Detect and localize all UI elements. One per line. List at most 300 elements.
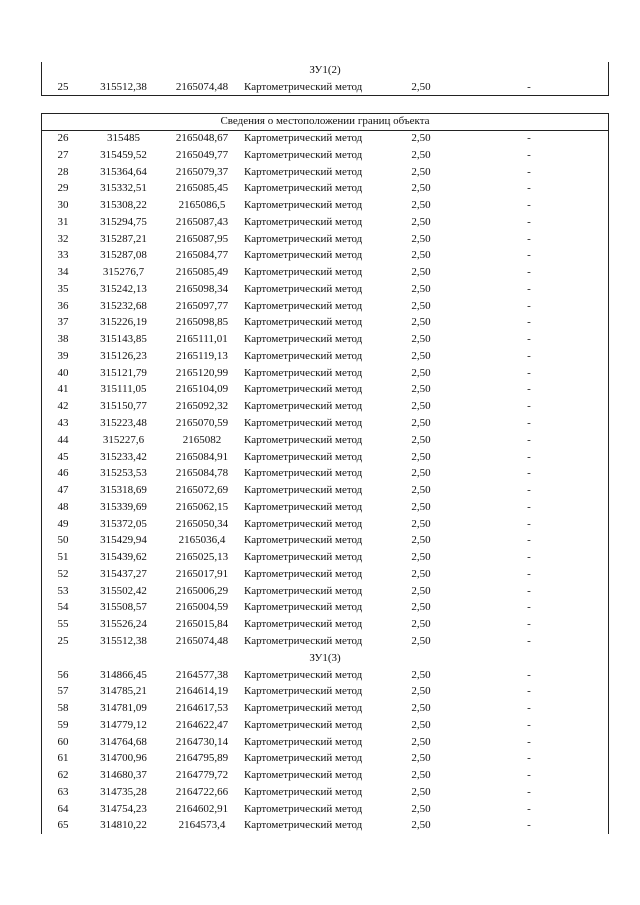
method-cell: Картометрический метод — [244, 752, 363, 765]
table-row — [41, 365, 609, 382]
coord-y: 2165070,59 — [175, 417, 229, 430]
parcel-title: ЗУ1(3) — [309, 651, 341, 664]
method-cell: Картометрический метод — [244, 433, 363, 446]
description-cell: - — [527, 467, 531, 480]
method-cell: Картометрический метод — [244, 316, 363, 329]
coord-y: 2165050,34 — [175, 517, 229, 530]
coord-y: 2165079,37 — [175, 165, 229, 178]
accuracy-cell: 2,50 — [411, 819, 431, 832]
accuracy-cell: 2,50 — [411, 316, 431, 329]
point-number: 55 — [57, 618, 69, 631]
accuracy-cell: 2,50 — [411, 769, 431, 782]
accuracy-cell: 2,50 — [411, 785, 431, 798]
coord-y: 2165015,84 — [175, 618, 229, 631]
coord-x: 315287,21 — [100, 232, 147, 245]
method-cell: Картометрический метод — [244, 467, 363, 480]
coord-y: 2165087,43 — [175, 215, 229, 228]
point-number: 29 — [57, 182, 69, 195]
coord-x: 315429,94 — [100, 534, 147, 547]
table-row — [41, 197, 609, 214]
point-number: 51 — [57, 551, 69, 564]
coord-y: 2165111,01 — [176, 333, 228, 346]
description-cell: - — [527, 148, 531, 161]
description-cell: - — [527, 232, 531, 245]
description-cell: - — [527, 718, 531, 731]
coord-y: 2164622,47 — [175, 718, 229, 731]
coord-x: 315227,6 — [102, 433, 145, 446]
coord-x: 315121,79 — [100, 366, 147, 379]
description-cell: - — [527, 81, 531, 93]
table-row — [41, 298, 609, 315]
point-number: 30 — [57, 199, 69, 212]
coord-x: 315372,05 — [100, 517, 147, 530]
point-number: 54 — [57, 601, 69, 614]
point-number: 57 — [57, 685, 69, 698]
coord-y: 2165072,69 — [175, 484, 229, 497]
table-row — [41, 130, 609, 147]
method-cell: Картометрический метод — [244, 702, 363, 715]
coord-y: 2165092,32 — [175, 400, 229, 413]
coord-y: 2165120,99 — [175, 366, 229, 379]
section-title: Сведения о местоположении границ объекта — [220, 115, 430, 127]
coord-x: 314680,37 — [100, 769, 147, 782]
point-number: 46 — [57, 467, 69, 480]
coord-y: 2164730,14 — [175, 735, 229, 748]
description-cell: - — [527, 316, 531, 329]
method-cell: Картометрический метод — [244, 484, 363, 497]
coord-x: 315485 — [107, 132, 140, 144]
table-row — [41, 331, 609, 348]
accuracy-cell: 2,50 — [411, 249, 431, 262]
accuracy-cell: 2,50 — [411, 567, 431, 580]
accuracy-cell: 2,50 — [411, 148, 431, 161]
method-cell: Картометрический метод — [244, 400, 363, 413]
description-cell: - — [527, 333, 531, 346]
description-cell: - — [527, 383, 531, 396]
accuracy-cell: 2,50 — [411, 81, 431, 93]
point-number: 60 — [57, 735, 69, 748]
coord-x: 315126,23 — [100, 349, 147, 362]
boundary-location-table — [41, 113, 609, 834]
table-row — [41, 817, 609, 834]
point-number: 49 — [57, 517, 69, 530]
method-cell: Картометрический метод — [244, 450, 363, 463]
table-row — [41, 449, 609, 466]
point-number: 33 — [57, 249, 69, 262]
coord-y: 2165074,48 — [175, 81, 229, 93]
method-cell: Картометрический метод — [244, 366, 363, 379]
table-row — [41, 499, 609, 516]
coord-x: 314785,21 — [100, 685, 147, 698]
parcel-zu1-2-table — [41, 62, 609, 96]
table-row — [41, 784, 609, 801]
coord-y: 2165084,77 — [175, 249, 229, 262]
point-number: 44 — [57, 433, 69, 446]
point-number: 64 — [57, 802, 69, 815]
coord-x: 315332,51 — [100, 182, 147, 195]
description-cell: - — [527, 484, 531, 497]
point-number: 28 — [57, 165, 69, 178]
table-row — [41, 214, 609, 231]
coord-x: 315233,42 — [100, 450, 147, 463]
method-cell: Картометрический метод — [244, 81, 363, 93]
description-cell: - — [527, 802, 531, 815]
table-body — [41, 130, 609, 650]
method-cell: Картометрический метод — [244, 182, 363, 195]
description-cell: - — [527, 450, 531, 463]
point-number: 38 — [57, 333, 69, 346]
coord-x: 315226,19 — [100, 316, 147, 329]
description-cell: - — [527, 182, 531, 195]
coord-x: 315143,85 — [100, 333, 147, 346]
accuracy-cell: 2,50 — [411, 685, 431, 698]
table-row — [41, 717, 609, 734]
accuracy-cell: 2,50 — [411, 282, 431, 295]
table-row — [41, 231, 609, 248]
table-row — [41, 79, 609, 96]
accuracy-cell: 2,50 — [411, 702, 431, 715]
method-cell: Картометрический метод — [244, 517, 363, 530]
description-cell: - — [527, 601, 531, 614]
coord-y: 2165085,49 — [175, 266, 229, 279]
coord-x: 315276,7 — [102, 266, 145, 279]
accuracy-cell: 2,50 — [411, 132, 431, 144]
method-cell: Картометрический метод — [244, 567, 363, 580]
coord-x: 315512,38 — [100, 81, 147, 93]
coord-x: 314781,09 — [100, 702, 147, 715]
accuracy-cell: 2,50 — [411, 182, 431, 195]
coord-x: 315439,62 — [100, 551, 147, 564]
point-number: 65 — [57, 819, 69, 832]
coord-x: 315502,42 — [100, 584, 147, 597]
method-cell: Картометрический метод — [244, 718, 363, 731]
point-number: 26 — [57, 132, 69, 144]
coord-y: 2164577,38 — [175, 668, 229, 681]
method-cell: Картометрический метод — [244, 249, 363, 262]
point-number: 34 — [57, 266, 69, 279]
method-cell: Картометрический метод — [244, 299, 363, 312]
accuracy-cell: 2,50 — [411, 634, 431, 647]
table-row — [41, 683, 609, 700]
accuracy-cell: 2,50 — [411, 802, 431, 815]
table-row — [41, 415, 609, 432]
point-number: 43 — [57, 417, 69, 430]
coord-x: 315287,08 — [100, 249, 147, 262]
accuracy-cell: 2,50 — [411, 266, 431, 279]
coord-x: 314866,45 — [100, 668, 147, 681]
accuracy-cell: 2,50 — [411, 349, 431, 362]
accuracy-cell: 2,50 — [411, 517, 431, 530]
coord-y: 2165104,09 — [175, 383, 229, 396]
method-cell: Картометрический метод — [244, 232, 363, 245]
description-cell: - — [527, 735, 531, 748]
table-row — [41, 314, 609, 331]
coord-y: 2165097,77 — [175, 299, 229, 312]
accuracy-cell: 2,50 — [411, 584, 431, 597]
description-cell: - — [527, 199, 531, 212]
point-number: 56 — [57, 668, 69, 681]
description-cell: - — [527, 534, 531, 547]
accuracy-cell: 2,50 — [411, 299, 431, 312]
coord-y: 2165048,67 — [175, 132, 229, 144]
point-number: 52 — [57, 567, 69, 580]
coord-y: 2164722,66 — [175, 785, 229, 798]
coord-y: 2165119,13 — [176, 349, 228, 362]
table-row — [41, 667, 609, 684]
method-cell: Картометрический метод — [244, 551, 363, 564]
coord-y: 2165085,45 — [175, 182, 229, 195]
method-cell: Картометрический метод — [244, 769, 363, 782]
accuracy-cell: 2,50 — [411, 500, 431, 513]
coord-x: 315526,24 — [100, 618, 147, 631]
method-cell: Картометрический метод — [244, 333, 363, 346]
accuracy-cell: 2,50 — [411, 551, 431, 564]
description-cell: - — [527, 584, 531, 597]
description-cell: - — [527, 349, 531, 362]
method-cell: Картометрический метод — [244, 165, 363, 178]
point-number: 31 — [57, 215, 69, 228]
coord-y: 2165082 — [182, 433, 222, 446]
coord-x: 315294,75 — [100, 215, 147, 228]
description-cell: - — [527, 618, 531, 631]
description-cell: - — [527, 752, 531, 765]
table-row — [41, 801, 609, 818]
method-cell: Картометрический метод — [244, 349, 363, 362]
description-cell: - — [527, 417, 531, 430]
coord-y: 2164795,89 — [175, 752, 229, 765]
point-number: 25 — [57, 81, 69, 93]
accuracy-cell: 2,50 — [411, 735, 431, 748]
table-row — [41, 750, 609, 767]
method-cell: Картометрический метод — [244, 668, 363, 681]
method-cell: Картометрический метод — [244, 383, 363, 396]
method-cell: Картометрический метод — [244, 215, 363, 228]
coord-x: 314764,68 — [100, 735, 147, 748]
coord-x: 315111,05 — [100, 383, 147, 396]
coord-x: 314735,28 — [100, 785, 147, 798]
table-row — [41, 264, 609, 281]
coord-y: 2165084,78 — [175, 467, 229, 480]
point-number: 63 — [57, 785, 69, 798]
coord-x: 314754,23 — [100, 802, 147, 815]
accuracy-cell: 2,50 — [411, 601, 431, 614]
table-row — [41, 633, 609, 650]
table-body — [41, 79, 609, 96]
table-row — [41, 566, 609, 583]
table-row — [41, 549, 609, 566]
coord-y: 2165086,5 — [178, 199, 226, 212]
point-number: 53 — [57, 584, 69, 597]
table-row — [41, 465, 609, 482]
method-cell: Картометрический метод — [244, 819, 363, 832]
point-number: 27 — [57, 148, 69, 161]
table-row — [41, 583, 609, 600]
point-number: 47 — [57, 484, 69, 497]
method-cell: Картометрический метод — [244, 601, 363, 614]
table-row — [41, 432, 609, 449]
point-number: 35 — [57, 282, 69, 295]
coord-x: 314700,96 — [100, 752, 147, 765]
point-number: 48 — [57, 500, 69, 513]
accuracy-cell: 2,50 — [411, 752, 431, 765]
table-row — [41, 281, 609, 298]
coord-x: 315232,68 — [100, 299, 147, 312]
table-body — [41, 667, 609, 835]
description-cell: - — [527, 266, 531, 279]
coord-y: 2164573,4 — [178, 819, 226, 832]
description-cell: - — [527, 165, 531, 178]
point-number: 59 — [57, 718, 69, 731]
accuracy-cell: 2,50 — [411, 400, 431, 413]
description-cell: - — [527, 685, 531, 698]
table-row — [41, 164, 609, 181]
point-number: 40 — [57, 366, 69, 379]
point-number: 37 — [57, 316, 69, 329]
point-number: 62 — [57, 769, 69, 782]
accuracy-cell: 2,50 — [411, 417, 431, 430]
table-row — [41, 482, 609, 499]
description-cell: - — [527, 400, 531, 413]
point-number: 50 — [57, 534, 69, 547]
method-cell: Картометрический метод — [244, 584, 363, 597]
table-row — [41, 348, 609, 365]
coord-x: 315223,48 — [100, 417, 147, 430]
description-cell: - — [527, 132, 531, 144]
description-cell: - — [527, 249, 531, 262]
method-cell: Картометрический метод — [244, 282, 363, 295]
table-row — [41, 247, 609, 264]
description-cell: - — [527, 433, 531, 446]
coord-x: 315364,64 — [100, 165, 147, 178]
accuracy-cell: 2,50 — [411, 232, 431, 245]
table-row — [41, 767, 609, 784]
table-row — [41, 532, 609, 549]
description-cell: - — [527, 215, 531, 228]
accuracy-cell: 2,50 — [411, 215, 431, 228]
coord-x: 315512,38 — [100, 634, 147, 647]
coord-x: 314779,12 — [100, 718, 147, 731]
coord-x: 315253,53 — [100, 467, 147, 480]
table-row — [41, 599, 609, 616]
coord-x: 315242,13 — [100, 282, 147, 295]
coord-y: 2165006,29 — [175, 584, 229, 597]
coord-y: 2165098,34 — [175, 282, 229, 295]
coord-x: 314810,22 — [100, 819, 147, 832]
method-cell: Картометрический метод — [244, 500, 363, 513]
accuracy-cell: 2,50 — [411, 718, 431, 731]
point-number: 39 — [57, 349, 69, 362]
coord-x: 315150,77 — [100, 400, 147, 413]
coord-y: 2165084,91 — [175, 450, 229, 463]
accuracy-cell: 2,50 — [411, 333, 431, 346]
table-row — [41, 516, 609, 533]
table-row — [41, 734, 609, 751]
accuracy-cell: 2,50 — [411, 383, 431, 396]
description-cell: - — [527, 282, 531, 295]
method-cell: Картометрический метод — [244, 735, 363, 748]
method-cell: Картометрический метод — [244, 266, 363, 279]
point-number: 41 — [57, 383, 69, 396]
coord-x: 315508,57 — [100, 601, 147, 614]
point-number: 61 — [57, 752, 69, 765]
point-number: 36 — [57, 299, 69, 312]
accuracy-cell: 2,50 — [411, 534, 431, 547]
description-cell: - — [527, 702, 531, 715]
accuracy-cell: 2,50 — [411, 366, 431, 379]
description-cell: - — [527, 551, 531, 564]
description-cell: - — [527, 634, 531, 647]
method-cell: Картометрический метод — [244, 685, 363, 698]
method-cell: Картометрический метод — [244, 618, 363, 631]
table-row — [41, 381, 609, 398]
point-number: 32 — [57, 232, 69, 245]
accuracy-cell: 2,50 — [411, 484, 431, 497]
table-row — [41, 700, 609, 717]
description-cell: - — [527, 668, 531, 681]
accuracy-cell: 2,50 — [411, 433, 431, 446]
coord-y: 2164602,91 — [175, 802, 229, 815]
coord-x: 315339,69 — [100, 500, 147, 513]
method-cell: Картометрический метод — [244, 802, 363, 815]
table-row — [41, 616, 609, 633]
coord-y: 2165036,4 — [178, 534, 226, 547]
method-cell: Картометрический метод — [244, 132, 363, 144]
point-number: 45 — [57, 450, 69, 463]
method-cell: Картометрический метод — [244, 148, 363, 161]
coord-y: 2165062,15 — [175, 500, 229, 513]
accuracy-cell: 2,50 — [411, 668, 431, 681]
point-number: 58 — [57, 702, 69, 715]
method-cell: Картометрический метод — [244, 199, 363, 212]
point-number: 42 — [57, 400, 69, 413]
coord-y: 2165017,91 — [175, 567, 229, 580]
table-bottom-border — [41, 95, 609, 96]
point-number: 25 — [57, 634, 69, 647]
coord-y: 2165025,13 — [175, 551, 229, 564]
description-cell: - — [527, 785, 531, 798]
coord-y: 2164617,53 — [175, 702, 229, 715]
description-cell: - — [527, 517, 531, 530]
coord-y: 2165004,59 — [175, 601, 229, 614]
parcel-title: ЗУ1(2) — [309, 64, 341, 76]
coord-x: 315308,22 — [100, 199, 147, 212]
coord-y: 2165087,95 — [175, 232, 229, 245]
coord-y: 2164779,72 — [175, 769, 229, 782]
coord-y: 2165074,48 — [175, 634, 229, 647]
coord-x: 315437,27 — [100, 567, 147, 580]
coord-x: 315459,52 — [100, 148, 147, 161]
coord-x: 315318,69 — [100, 484, 147, 497]
coord-y: 2165049,77 — [175, 148, 229, 161]
table-row — [41, 398, 609, 415]
method-cell: Картометрический метод — [244, 634, 363, 647]
table-row — [41, 180, 609, 197]
accuracy-cell: 2,50 — [411, 467, 431, 480]
method-cell: Картометрический метод — [244, 417, 363, 430]
description-cell: - — [527, 366, 531, 379]
method-cell: Картометрический метод — [244, 785, 363, 798]
accuracy-cell: 2,50 — [411, 199, 431, 212]
description-cell: - — [527, 769, 531, 782]
accuracy-cell: 2,50 — [411, 618, 431, 631]
accuracy-cell: 2,50 — [411, 165, 431, 178]
coord-y: 2165098,85 — [175, 316, 229, 329]
accuracy-cell: 2,50 — [411, 450, 431, 463]
table-row — [41, 147, 609, 164]
coord-y: 2164614,19 — [175, 685, 229, 698]
method-cell: Картометрический метод — [244, 534, 363, 547]
description-cell: - — [527, 299, 531, 312]
